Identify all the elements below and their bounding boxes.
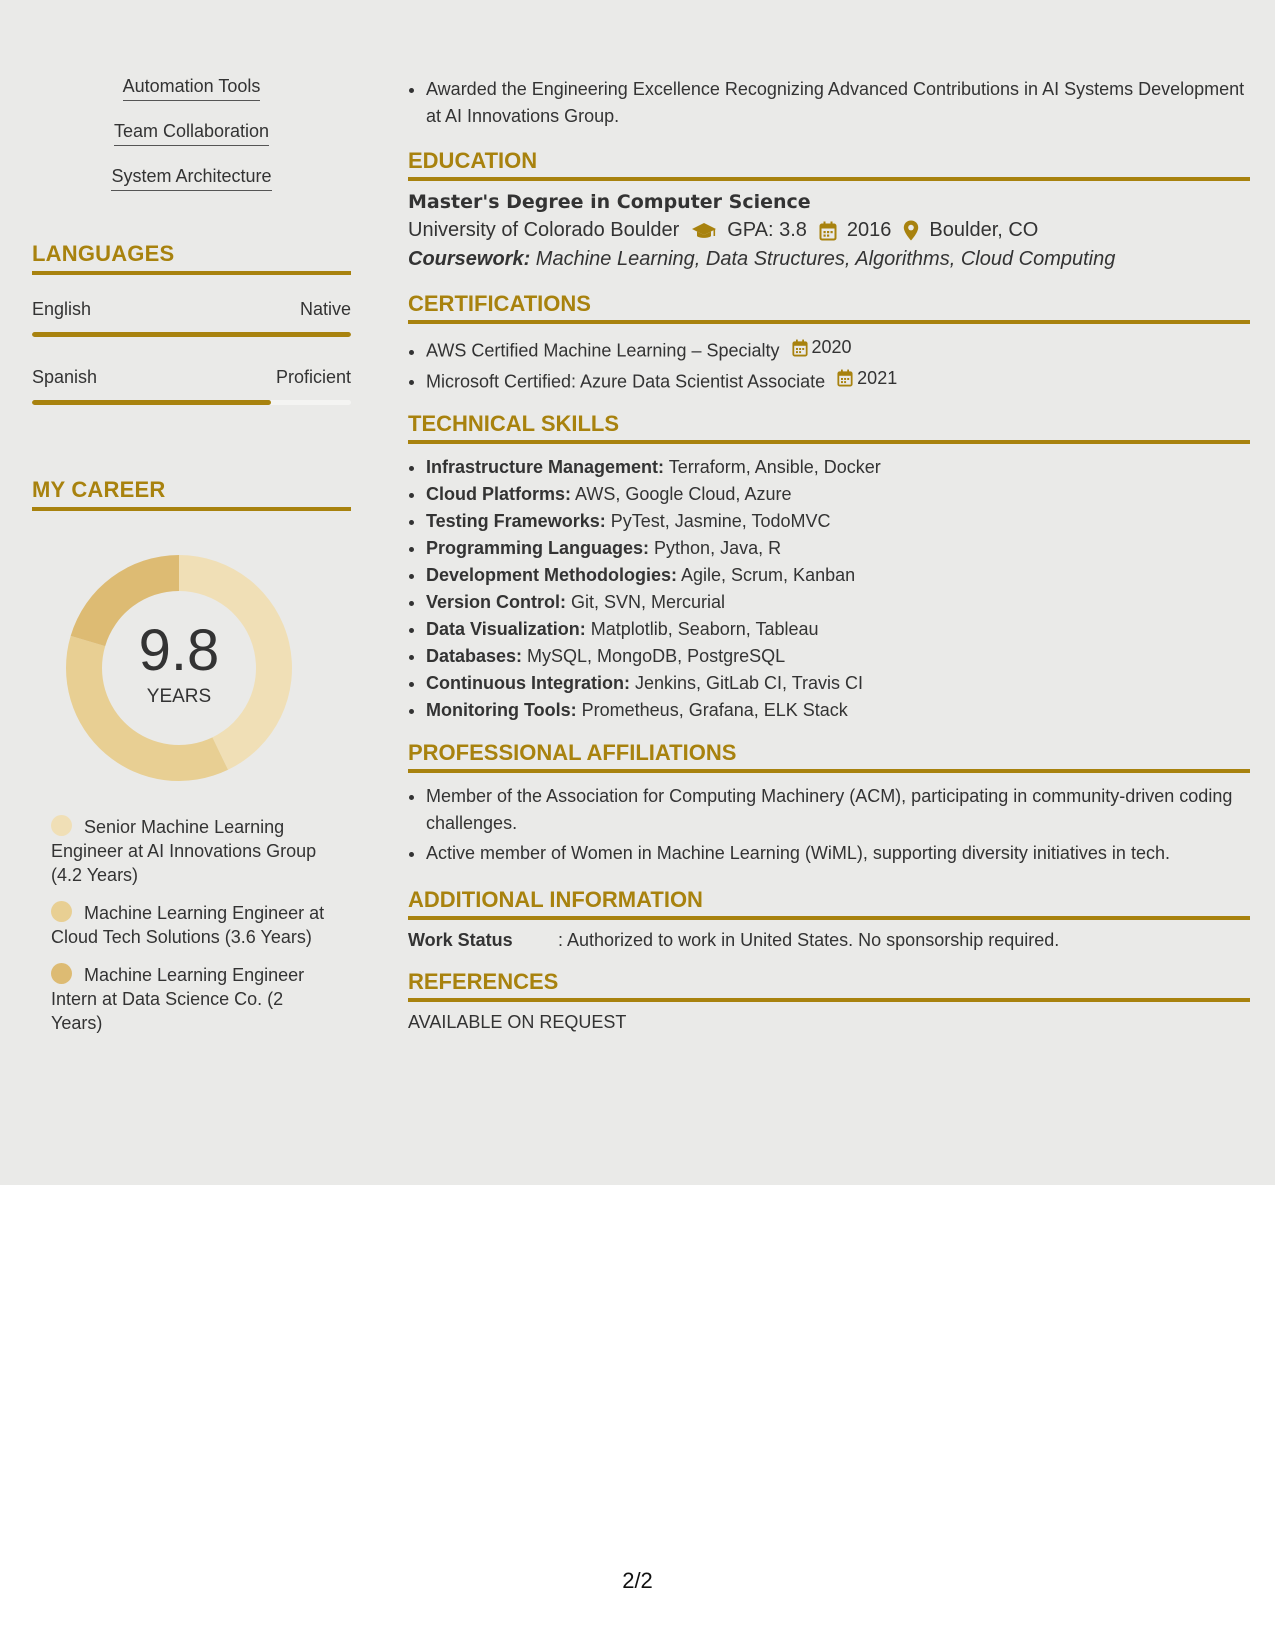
certification-name: Microsoft Certified: Azure Data Scientist Associate (426, 371, 826, 391)
education-details (408, 219, 1250, 242)
graduation-year: 2016 (846, 219, 892, 241)
skills-list (32, 76, 351, 191)
skill-row (426, 616, 1250, 643)
skill-value: Python, Java, R (649, 538, 782, 558)
skill-label: Testing Frameworks: (426, 511, 606, 531)
legend-dot-icon (51, 901, 72, 922)
affiliations-list (408, 783, 1250, 867)
coursework (408, 248, 1250, 271)
coursework-label: Coursework: (408, 248, 531, 270)
certification-item (426, 334, 1250, 365)
references-text: AVAILABLE ON REQUEST (408, 1012, 627, 1032)
career-unit: YEARS (146, 686, 212, 707)
skill-row (426, 643, 1250, 670)
career-total: 9.8 (138, 618, 220, 683)
calendar-icon (837, 369, 853, 387)
legend-dot-icon (51, 815, 72, 836)
career-legend-item (32, 815, 326, 887)
skill-value: Git, SVN, Mercurial (566, 592, 726, 612)
language-name: English (32, 299, 92, 319)
references-heading: REFERENCES (408, 969, 1250, 1002)
skill-row (426, 508, 1250, 535)
skill-label: Infrastructure Management: (426, 457, 665, 477)
affiliation-item: • Active member of Women in Machine Learning (WiML), supporting diversity initiatives in tech. (426, 840, 1250, 867)
language-bar-fill (32, 400, 271, 405)
award-list (408, 76, 1250, 130)
career-donut-chart (64, 553, 294, 783)
career-heading: MY CAREER (32, 477, 351, 511)
skill-value: Agile, Scrum, Kanban (677, 565, 856, 585)
sidebar (32, 76, 351, 1049)
skill-value: Jenkins, GitLab CI, Travis CI (629, 673, 864, 693)
technical-skills-section (408, 411, 1250, 724)
skill-row (426, 454, 1250, 481)
skill-label: Programming Languages: (426, 538, 650, 558)
work-status-row (408, 930, 1250, 951)
education-section (408, 148, 1250, 271)
certification-year: 2021 (857, 367, 898, 388)
skill-item: Team Collaboration (114, 121, 269, 146)
degree-title: Master's Degree in Computer Science (408, 191, 811, 213)
skill-item: Automation Tools (123, 76, 261, 101)
language-spanish (32, 367, 351, 405)
skill-value: AWS, Google Cloud, Azure (571, 484, 792, 504)
career-legend (32, 815, 351, 1035)
skill-row (426, 589, 1250, 616)
skill-label: Cloud Platforms: (426, 484, 572, 504)
skill-label: Continuous Integration: (426, 673, 630, 693)
affiliations-heading: PROFESSIONAL AFFILIATIONS (408, 740, 1250, 773)
skill-value: Prometheus, Grafana, ELK Stack (576, 700, 848, 720)
skill-label: Monitoring Tools: (426, 700, 577, 720)
additional-info-section (408, 887, 1250, 951)
calendar-icon (819, 221, 837, 241)
skill-item: System Architecture (111, 166, 271, 191)
graduation-cap-icon (691, 221, 717, 241)
work-status-value: : Authorized to work in United States. No sponsorship required. (558, 930, 1060, 950)
affiliations-section (408, 740, 1250, 867)
skill-row (426, 562, 1250, 589)
location-pin-icon (903, 220, 919, 241)
skill-value: PyTest, Jasmine, TodoMVC (605, 511, 831, 531)
technical-skills-heading: TECHNICAL SKILLS (408, 411, 1250, 444)
legend-dot-icon (51, 963, 72, 984)
language-level: Native (299, 299, 351, 319)
skill-row (426, 535, 1250, 562)
certifications-list (408, 334, 1250, 395)
language-bar (32, 332, 351, 337)
language-level: Proficient (275, 367, 351, 387)
coursework-list: Machine Learning, Data Structures, Algorithms, Cloud Computing (530, 248, 1116, 270)
skill-row (426, 697, 1250, 724)
school-location: Boulder, CO (929, 219, 1039, 241)
certification-item (426, 365, 1250, 396)
certifications-heading: CERTIFICATIONS (408, 291, 1250, 324)
page-number: 2/2 (622, 1568, 653, 1593)
languages-heading: LANGUAGES (32, 241, 351, 275)
affiliation-item: • Member of the Association for Computing Machinery (ACM), participating in community-driven coding challenges. (426, 783, 1250, 837)
skill-label: Databases: (426, 646, 523, 666)
language-english (32, 299, 351, 337)
calendar-icon (792, 339, 808, 357)
skill-value: Terraform, Ansible, Docker (664, 457, 881, 477)
career-legend-item (32, 963, 326, 1035)
additional-info-heading: ADDITIONAL INFORMATION (408, 887, 1250, 920)
language-name: Spanish (32, 367, 98, 387)
skill-label: Version Control: (426, 592, 567, 612)
skill-row (426, 670, 1250, 697)
work-status-label: Work Status (408, 930, 513, 950)
certification-year: 2020 (811, 337, 852, 357)
career-legend-label: Machine Learning Engineer at Cloud Tech Solutions (3.6 Years) (51, 903, 325, 947)
career-legend-item (32, 901, 326, 949)
certifications-section (408, 291, 1250, 395)
skill-row (426, 481, 1250, 508)
skill-label: Development Methodologies: (426, 565, 678, 585)
gpa: GPA: 3.8 (727, 219, 807, 241)
certification-name: AWS Certified Machine Learning – Specialty (426, 340, 780, 361)
technical-skills-list (408, 454, 1250, 724)
skill-value: MySQL, MongoDB, PostgreSQL (522, 646, 786, 666)
school-name: University of Colorado Boulder (408, 219, 680, 241)
main-content (408, 76, 1250, 1033)
education-heading: EDUCATION (408, 148, 1250, 181)
skill-label: Data Visualization: (426, 619, 586, 639)
career-legend-label: Machine Learning Engineer Intern at Data Science Co. (2 Years) (51, 965, 305, 1033)
career-legend-label: Senior Machine Learning Engineer at AI Innovations Group (4.2 Years) (51, 817, 317, 885)
skill-value: Matplotlib, Seaborn, Tableau (585, 619, 819, 639)
language-bar (32, 400, 351, 405)
references-section (408, 969, 1250, 1033)
award-item: • Awarded the Engineering Excellence Recognizing Advanced Contributions in AI Systems Development at AI Innovations Group. (426, 76, 1250, 130)
language-bar-fill (32, 332, 351, 337)
